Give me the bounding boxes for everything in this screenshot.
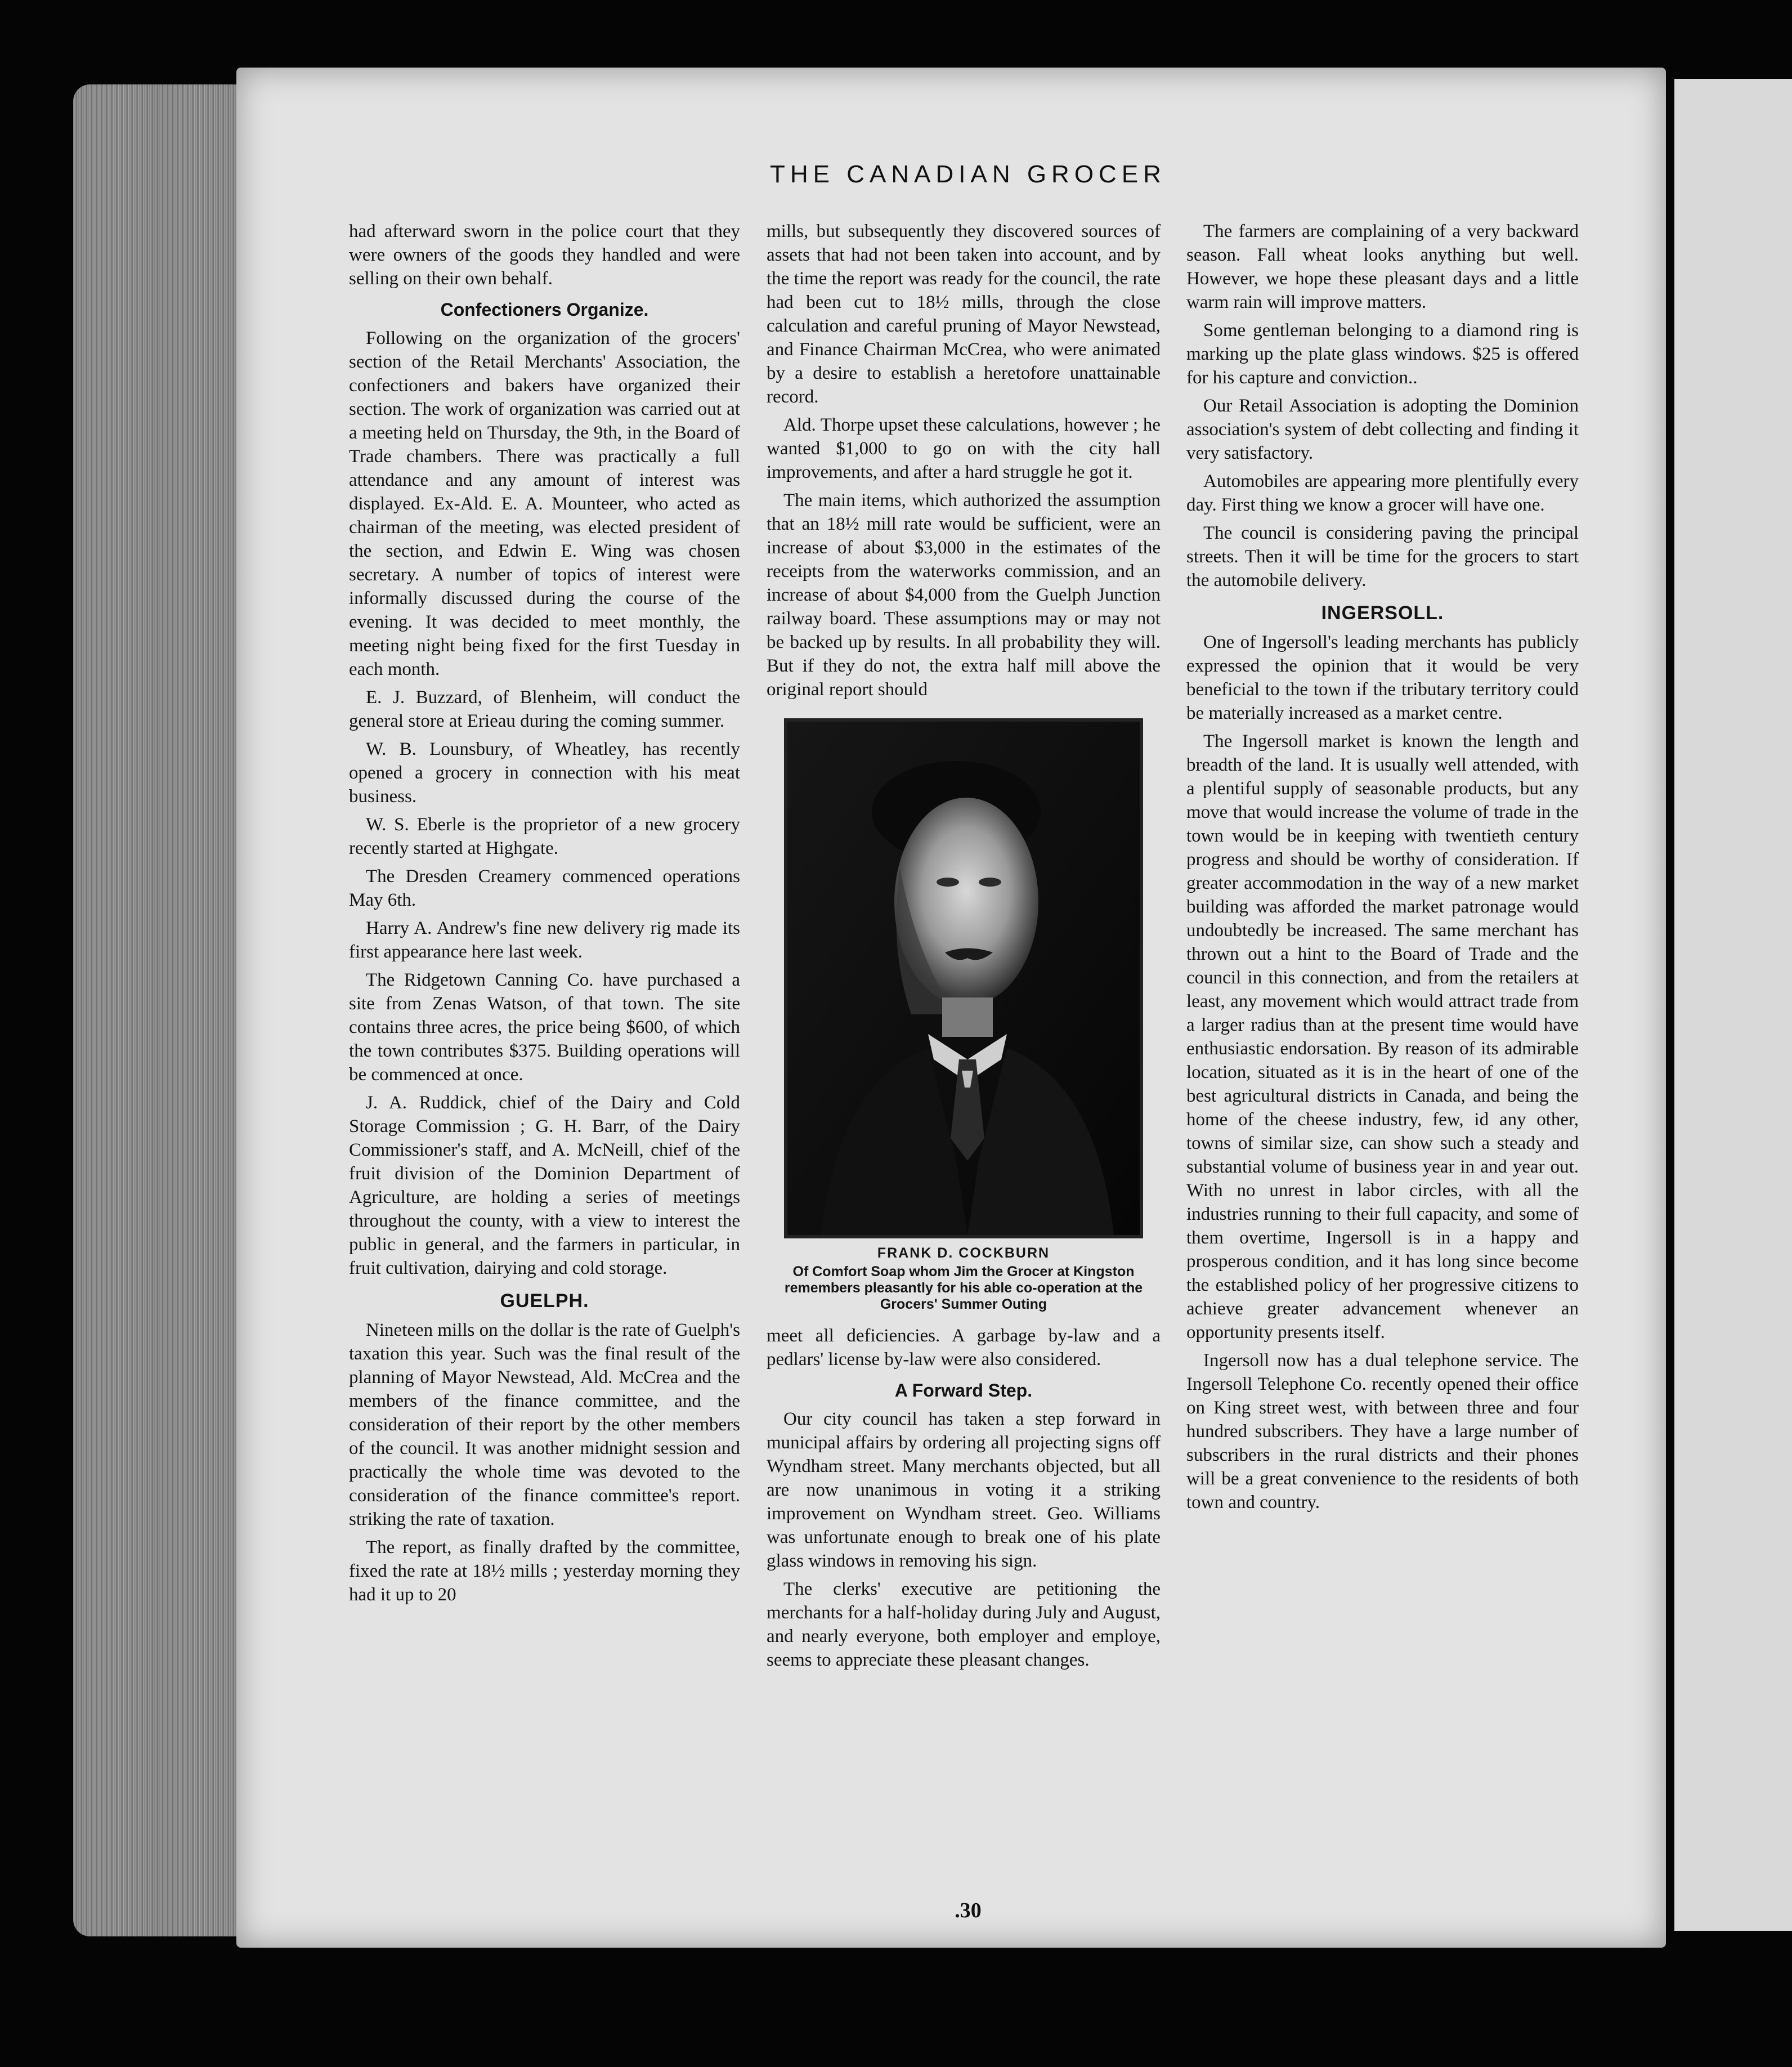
portrait-caption: [767, 1245, 1161, 1313]
column-2: [767, 220, 1161, 1676]
section-heading-confectioners: Confectioners Organize.: [440, 299, 649, 320]
caption-description: Of Comfort Soap whom Jim the Grocer at Kingston remembers pleasantly for his able co-operation at the Grocers' Summer Outing: [784, 1264, 1143, 1312]
paragraph: E. J. Buzzard, of Blenheim, will conduct the general store at Erieau during the coming summer.: [349, 687, 740, 731]
column-3: [1186, 220, 1579, 1519]
column-1: [349, 220, 740, 1611]
paragraph: Nineteen mills on the dollar is the rate of Guelph's taxation this year. Such was the final result of the planning of Mayor Newstead, Ald. McCrea and the members of the finance committee, and the consideration of their report by the other members of the council. It was another midnight session and practically the whole time was devoted to the consideration of the finance committee's report. striking the rate of taxation.: [349, 1320, 740, 1529]
paragraph: One of Ingersoll's leading merchants has publicly expressed the opinion that it would be very beneficial to the town if the tributary territory could be materially increased as a market centre.: [1186, 632, 1579, 723]
paragraph: had afterward sworn in the police court that they were owners of the goods they handled and were selling on their own behalf.: [349, 221, 740, 289]
paragraph: Harry A. Andrew's fine new delivery rig made its first appearance here last week.: [349, 918, 740, 962]
paragraph: Some gentleman belonging to a diamond ring is marking up the plate glass windows. $25 is offered for his capture and conviction..: [1186, 320, 1579, 388]
section-heading-forward-step: A Forward Step.: [894, 1380, 1033, 1401]
paragraph: The Ridgetown Canning Co. have purchased a site from Zenas Watson, of that town. The site contains three acres, the price being $600, of which the town contributes $375. Building operations will be commenced at once.: [349, 970, 740, 1085]
book-page-edges: [73, 84, 242, 1936]
portrait-image: [787, 722, 1140, 1235]
facing-page-edge: [1674, 79, 1792, 1931]
section-heading-ingersoll: INGERSOLL.: [1321, 602, 1444, 624]
paragraph: The farmers are complaining of a very backward season. Fall wheat looks anything but well. However, we hope these pleasant days and a little warm rain will improve matters.: [1186, 221, 1579, 312]
paragraph: The Ingersoll market is known the length and breadth of the land. It is usually well attended, with a plentiful supply of seasonable products, but any move that would increase the volume of trade in the town would be in keeping with twentieth century progress and should be worthy of consideration. If greater accommodation in the way of a new market building was afforded the market patronage would undoubtedly be increased. The same merchant has thrown out a hint to the Board of Trade and the council in this connection, and from the retailers at least, any movement which would attract trade from a larger radius than at the present time would have enthusiastic endorsation. By reason of its admirable location, situated as it is in the heart of one of the best agricultural districts in Canada, and being the home of the cheese industry, few, id any other, towns of similar size, can show such a steady and substantial volume of business year in and year out. With no unrest in labor circles, with all the industries running to their full capacity, and some of them overtime, Ingersoll is in a happy and prosperous condition, and it has long since become the established policy of her progressive citizens to achieve greater advancement whenever an opportunity presents itself.: [1186, 731, 1579, 1343]
paragraph: The main items, which authorized the assumption that an 18½ mill rate would be sufficient, were an increase of about $3,000 in the estimates of the receipts from the waterworks commission, and an increase of about $4,000 from the Guelph Junction railway board. These assumptions may or may not be backed up by results. In all probability they will. But if they do not, the extra half mill above the original report should: [767, 490, 1161, 700]
paragraph: The clerks' executive are petitioning the merchants for a half-holiday during July and August, and nearly everyone, both employer and employe, seems to appreciate these pleasant changes.: [767, 1579, 1161, 1670]
paragraph: Our Retail Association is adopting the Dominion association's system of debt collecting and finding it very satisfactory.: [1186, 396, 1579, 463]
paragraph: Ald. Thorpe upset these calculations, however ; he wanted $1,000 to go on with the city hall improvements, and after a hard struggle he got it.: [767, 415, 1161, 482]
portrait-figure: [767, 718, 1161, 1313]
paragraph: J. A. Ruddick, chief of the Dairy and Cold Storage Commission ; G. H. Barr, of the Dairy Commissioner's staff, and A. McNeill, chief of the fruit division of the Dominion Department of Agriculture, are holding a series of meetings throughout the county, with a view to interest the public in general, and the farmers in particular, in fruit cultivation, dairying and cold storage.: [349, 1093, 740, 1278]
paragraph: The council is considering paving the principal streets. Then it will be time for the grocers to start the automobile delivery.: [1186, 523, 1579, 590]
paragraph: The report, as finally drafted by the committee, fixed the rate at 18½ mills ; yesterday morning they had it up to 20: [349, 1537, 740, 1605]
paragraph: Ingersoll now has a dual telephone service. The Ingersoll Telephone Co. recently opened their office on King street west, with between three and four hundred subscribers. They have a large number of subscribers in the rural districts and their phones will be a great convenience to the residents of both town and country.: [1186, 1350, 1579, 1513]
paragraph: Automobiles are appearing more plentifully every day. First thing we know a grocer will have one.: [1186, 471, 1579, 515]
portrait-photo: [784, 718, 1143, 1238]
paragraph: W. S. Eberle is the proprietor of a new grocery recently started at Highgate.: [349, 815, 740, 858]
paragraph: Following on the organization of the grocers' section of the Retail Merchants' Association, the confectioners and bakers have organized their section. The work of organization was carried out at a meeting held on Thursday, the 9th, in the Board of Trade chambers. There was practically a full attendance and any amount of interest was displayed. Ex-Ald. E. A. Mounteer, who acted as chairman of the meeting, was elected president of the section, and Edwin E. Wing was chosen secretary. A number of topics of interest were informally discussed during the course of the evening. It was decided to meet monthly, the meeting night being fixed for the first Tuesday in each month.: [349, 328, 740, 679]
paragraph: W. B. Lounsbury, of Wheatley, has recently opened a grocery in connection with his meat business.: [349, 739, 740, 807]
paragraph: Our city council has taken a step forward in municipal affairs by ordering all projecting signs off Wyndham street. Many merchants objected, but all are now unanimous in voting it a striking improvement on Wyndham street. Geo. Williams was unfortunate enough to break one of his plate glass windows in removing his sign.: [767, 1409, 1161, 1571]
caption-name: FRANK D. COCKBURN: [877, 1245, 1050, 1261]
page-number: .30: [955, 1899, 982, 1922]
paragraph: mills, but subsequently they discovered sources of assets that had not been taken into account, and by the time the report was ready for the council, the rate had been cut to 18½ mills, through the close calculation and careful pruning of Mayor Newstead, and Finance Chairman McCrea, who were animated by a desire to establish a heretofore unattainable record.: [767, 221, 1161, 407]
running-head: THE CANADIAN GROCER: [770, 160, 1166, 188]
paragraph: meet all deficiencies. A garbage by-law and a pedlars' license by-law were also considered.: [767, 1326, 1161, 1370]
paragraph: The Dresden Creamery commenced operations May 6th.: [349, 866, 740, 910]
section-heading-guelph: GUELPH.: [500, 1290, 589, 1312]
